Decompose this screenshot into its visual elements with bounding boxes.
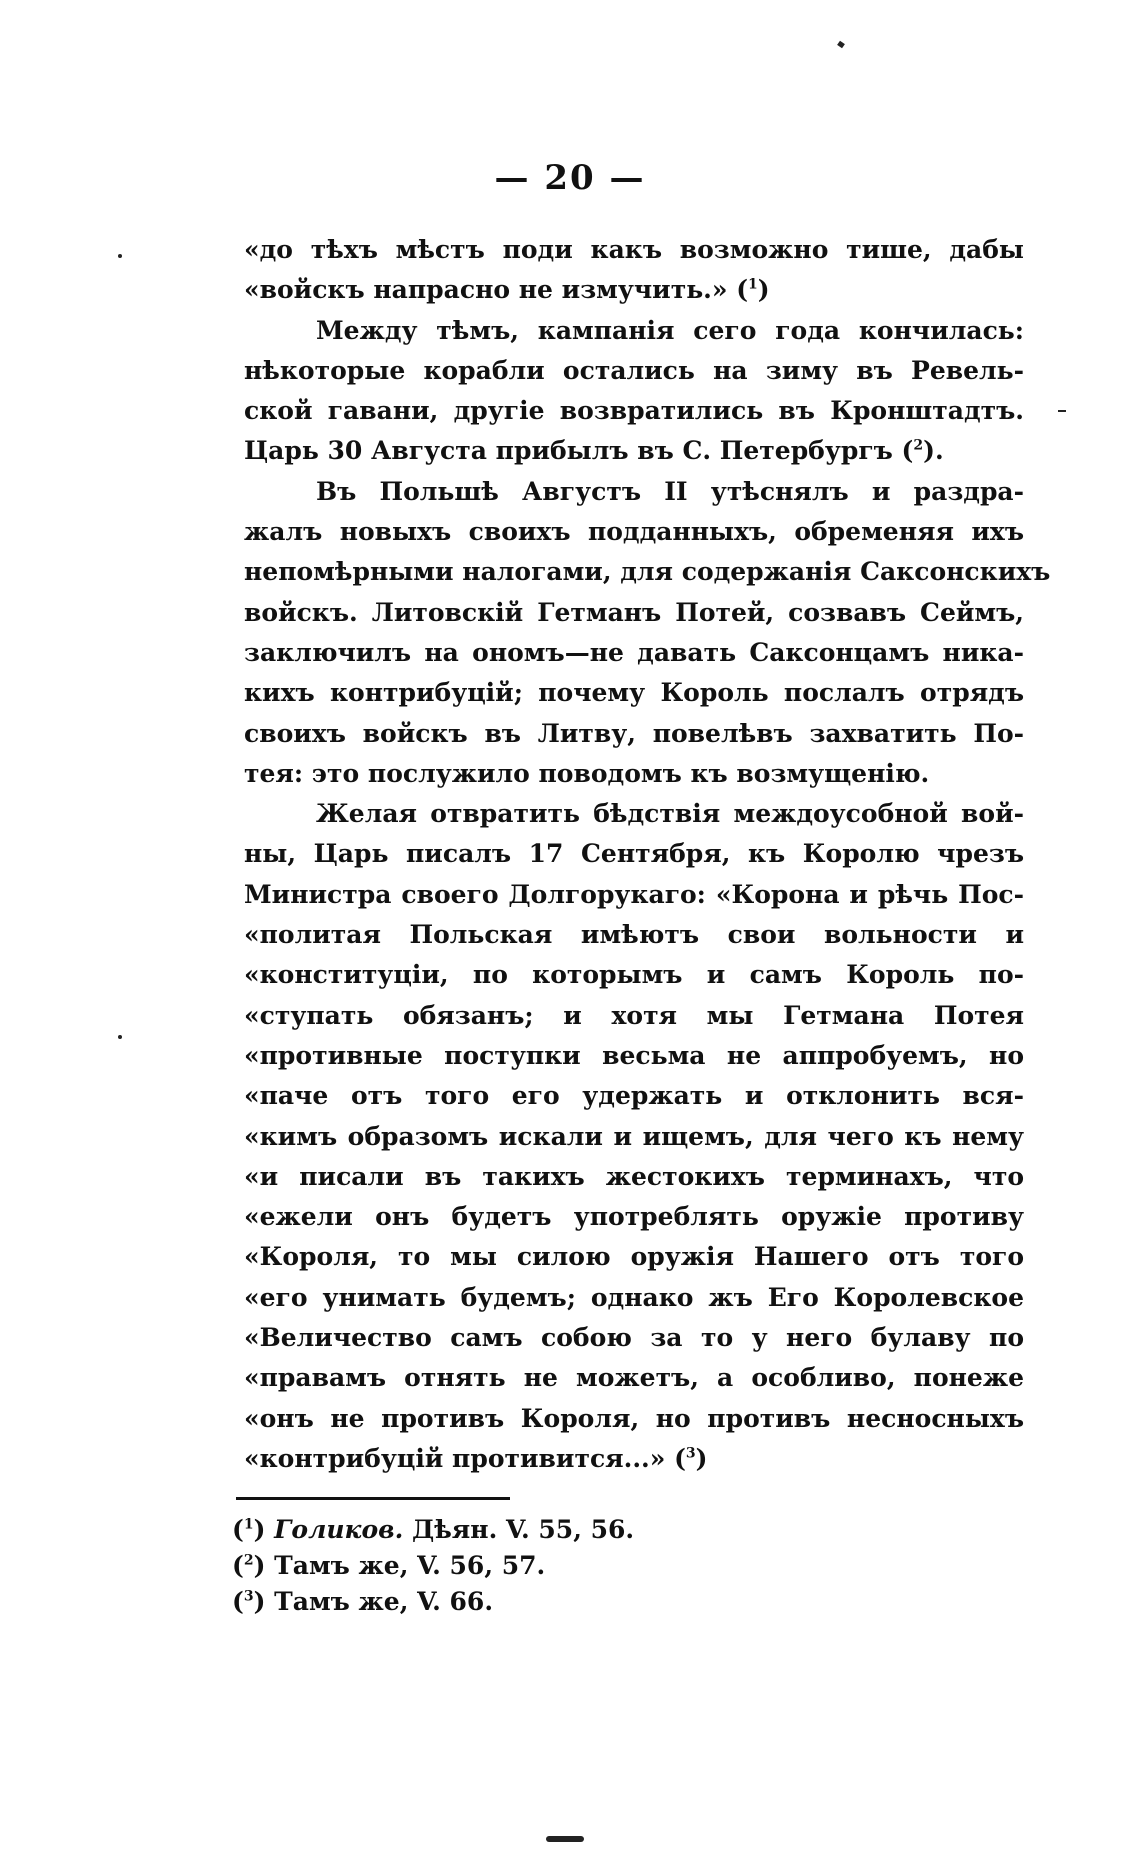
text-line: «Короля, то мы силою оружія Нашего отъ того: [244, 1242, 1024, 1272]
text-line: нѣкоторые корабли остались на зиму въ Ревель-: [244, 355, 1024, 385]
text-line: «правамъ отнять не можетъ, а особливо, понеже: [244, 1363, 1024, 1393]
text-line: «конституціи, по которымъ и самъ Король по-: [244, 960, 1024, 990]
text-line: «противные поступки весьма не аппробуемъ, но: [244, 1040, 1024, 1070]
text-line: тея: это послужило поводомъ къ возмущенію.: [244, 758, 930, 788]
text-line: «онъ не противъ Короля, но противъ несносныхъ: [244, 1403, 1024, 1433]
footnote-mark: 1: [243, 1516, 254, 1533]
footnote-author: Голиков.: [274, 1515, 404, 1544]
footnote-text: Дѣян. V. 55, 56.: [412, 1515, 635, 1544]
footnote-ref: 1: [748, 276, 758, 293]
text-line: «его унимать будемъ; однако жъ Его Королевское: [244, 1282, 1024, 1312]
footnote-item: ($^3$) Тамъ же, V. 66.: [232, 1587, 494, 1616]
page-number: — 20 —: [494, 158, 646, 198]
text-line: «паче отъ того его удержать и отклонить вся-: [244, 1081, 1024, 1111]
footnotes: [232, 1512, 634, 1620]
footnote-mark: 2: [243, 1552, 254, 1569]
text-line: «политая Польская имѣютъ свои вольности и: [244, 920, 1024, 950]
text-line: «кимъ образомъ искали и ищемъ, для чего къ нему: [244, 1121, 1024, 1151]
scan-speck: [118, 254, 122, 258]
text-line: Въ Польшѣ Августъ II утѣснялъ и раздра-: [316, 476, 1024, 506]
text-line: «Величество самъ собою за то у него булаву по: [244, 1323, 1024, 1353]
text-line: кихъ контрибуцій; почему Король послалъ отрядъ: [244, 678, 1024, 708]
scan-speck: [118, 1035, 122, 1039]
footnote-text: Тамъ же, V. 66.: [274, 1587, 494, 1616]
footnote-ref: 3: [685, 1445, 696, 1462]
scan-speck: [1058, 410, 1066, 412]
text-line: Желая отвратить бѣдствія междоусобной вой-: [316, 799, 1024, 829]
scan-speck: [546, 1836, 584, 1842]
text-line: заключилъ на ономъ—не давать Саксонцамъ ника-: [244, 637, 1024, 667]
text-line: «войскъ напрасно не измучить.» ($^1$): [244, 275, 770, 305]
footnote-divider: [236, 1497, 510, 1500]
text-line: войскъ. Литовскій Гетманъ Потей, созвавъ Сеймъ,: [244, 597, 1024, 627]
text-line: «и писали въ такихъ жестокихъ терминахъ, что: [244, 1161, 1024, 1191]
text-line: ны, Царь писалъ 17 Сентября, къ Королю чрезъ: [244, 839, 1024, 869]
footnote-item: ($^1$) Голиков. Дѣян. V. 55, 56.: [232, 1515, 635, 1544]
text-line: ской гавани, другіе возвратились въ Кронштадтъ.: [244, 396, 1024, 426]
text-line: непомѣрными налогами, для содержанія Саксонскихъ: [244, 557, 1051, 587]
scan-speck: [837, 41, 845, 49]
text-line: Между тѣмъ, кампанія сего года кончилась:: [316, 315, 1024, 345]
text-line: жалъ новыхъ своихъ подданныхъ, обременяя ихъ: [244, 517, 1024, 547]
text-line: Министра своего Долгорукаго: «Корона и рѣчь Пос-: [244, 879, 1024, 909]
footnote-ref: 2: [913, 438, 924, 455]
text-line: «контрибуцій противится...» ($^3$): [244, 1443, 708, 1473]
footnote-mark: 3: [243, 1588, 254, 1605]
text-line: «ежели онъ будетъ употреблять оружіе противу: [244, 1202, 1024, 1232]
main-text: [244, 230, 1051, 1479]
footnote-text: Тамъ же, V. 56, 57.: [274, 1551, 546, 1580]
text-line: «до тѣхъ мѣстъ поди какъ возможно тише, дабы: [244, 235, 1024, 264]
text-line: своихъ войскъ въ Литву, повелѣвъ захватить По-: [244, 718, 1024, 748]
text-line: «ступать обязанъ; и хотя мы Гетмана Потея: [244, 1000, 1024, 1030]
footnote-item: ($^2$) Тамъ же, V. 56, 57.: [232, 1551, 546, 1580]
text-line: Царь 30 Августа прибылъ въ С. Петербургъ ($^2$).: [244, 436, 944, 466]
